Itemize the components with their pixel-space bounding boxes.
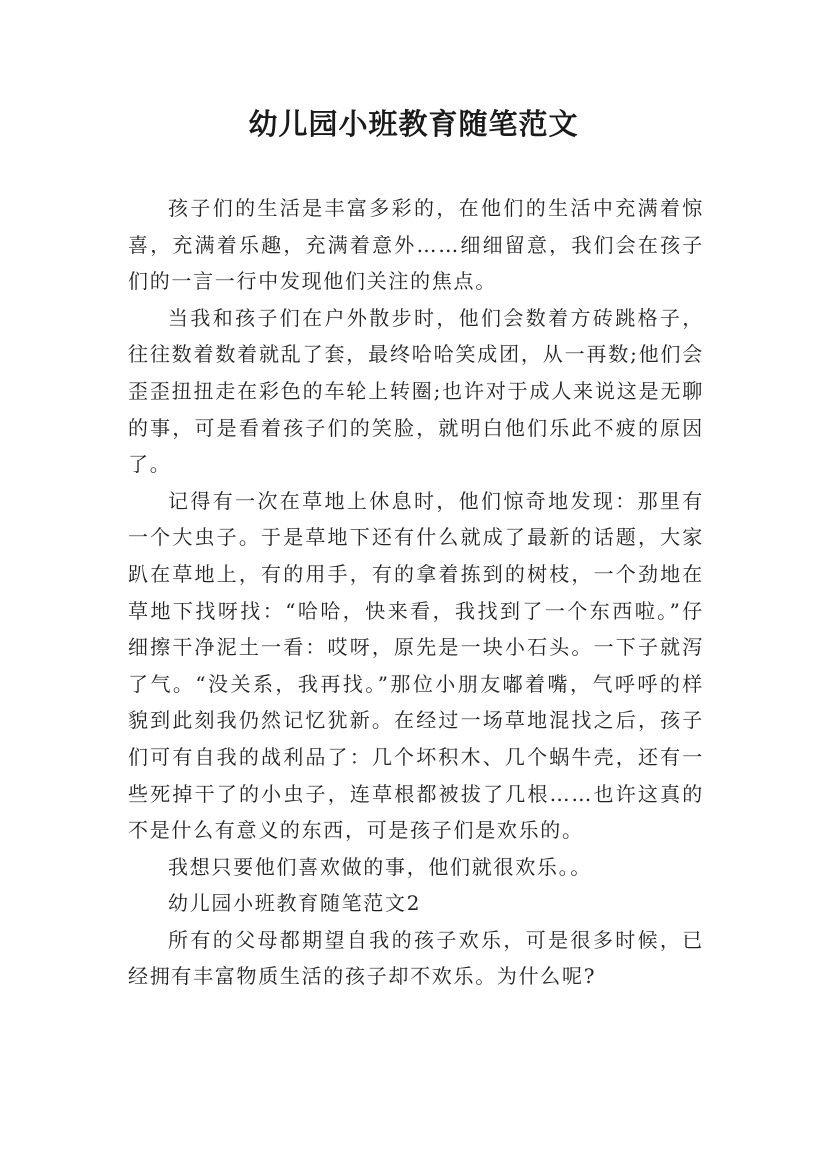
section-heading: 幼儿园小班教育随笔范文2: [168, 891, 422, 916]
paragraph: 孩子们的生活是丰富多彩的，在他们的生活中充满着惊喜，充满着乐趣，充满着意外……细细留意，我们会在孩子们的一言一行中发现他们关注的焦点。: [128, 196, 704, 294]
paragraph: 我想只要他们喜欢做的事，他们就很欢乐。。: [168, 854, 592, 879]
document-body: [128, 190, 704, 995]
paragraph: 所有的父母都期望自我的孩子欢乐，可是很多时候，已经拥有丰富物质生活的孩子却不欢乐。为什么呢?: [128, 927, 704, 989]
paragraph: 记得有一次在草地上休息时，他们惊奇地发现：那里有一个大虫子。于是草地下还有什么就成了最新的话题，大家趴在草地上，有的用手，有的拿着拣到的树枝，一个劲地在草地下找呀找：“哈哈，快来看，我找到了一个东西啦。”仔细擦干净泥土一看：哎呀，原先是一块小石头。一下子就泻了气。“没关系，我再找。”那位小朋友嘟着嘴，气呼呼的样貌到此刻我仍然记忆犹新。在经过一场草地混找之后，孩子们可有自我的战利品了：几个坏积木、几个蜗牛壳，还有一些死掉干了的小虫子，连草根都被拔了几根……也许这真的不是什么有意义的东西，可是孩子们是欢乐的。: [128, 488, 704, 843]
document-title: 幼儿园小班教育随笔范文: [248, 107, 579, 141]
paragraph: 当我和孩子们在户外散步时，他们会数着方砖跳格子，往往数着数着就乱了套，最终哈哈笑成团，从一再数;他们会歪歪扭扭走在彩色的车轮上转圈;也许对于成人来说这是无聊的事，可是看着孩子们的笑脸，就明白他们乐此不疲的原因了。: [128, 305, 704, 477]
